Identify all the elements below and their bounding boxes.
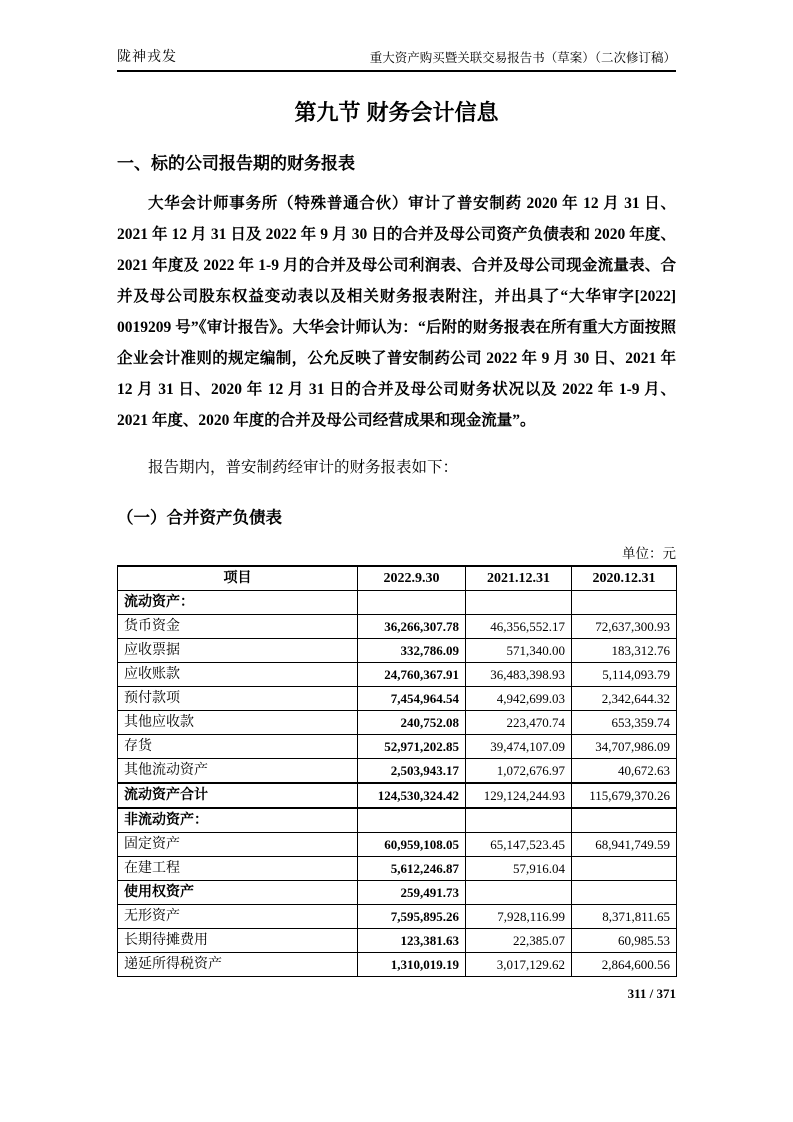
table-row: [118, 663, 677, 687]
cell-value: 60,985.53: [572, 929, 677, 953]
table-row: [118, 735, 677, 759]
table-row: [118, 953, 677, 977]
column-header: 2021.12.31: [466, 566, 572, 591]
row-label: 使用权资产: [118, 881, 358, 905]
cell-value: 5,612,246.87: [358, 857, 466, 881]
table-row: [118, 783, 677, 808]
cell-value: 60,959,108.05: [358, 833, 466, 857]
cell-value: [358, 591, 466, 615]
cell-value: 1,072,676.97: [466, 759, 572, 784]
cell-value: 24,760,367.91: [358, 663, 466, 687]
table-header-row: [118, 566, 677, 591]
table-row: [118, 591, 677, 615]
table-row: [118, 759, 677, 784]
cell-value: 115,679,370.26: [572, 783, 677, 808]
cell-value: 1,310,019.19: [358, 953, 466, 977]
row-label: 其他应收款: [118, 711, 358, 735]
cell-value: 7,595,895.26: [358, 905, 466, 929]
chapter-title: 第九节 财务会计信息: [294, 100, 499, 125]
row-label: 固定资产: [118, 833, 358, 857]
audit-opinion-paragraph: 大华会计师事务所（特殊普通合伙）审计了普安制药 2020 年 12 月 31 日、2021 年 12 月 31 日及 2022 年 9 月 30 日的合并及母公司资产负债表和 2020 年度、2021 年度及 2022 年 1-9 月的合并及母公司利润表、合并及母公司现金流量表、合并及母公司股东权益变动表以及相关财务报表附注，并出具了“大华审字[2022] 0019209 号”《审计报告》。大华会计师认为：“后附的财务报表在所有重大方面按照企业会计准则的规定编制，公允反映了普安制药公司 2022 年 9 月 30 日、2021 年 12 月 31 日、2020 年 12 月 31 日的合并及母公司财务状况以及 2022 年 1-9 月、2021 年度、2020 年度的合并及母公司经营成果和现金流量”。: [117, 195, 676, 429]
balance-sheet-table: [117, 565, 677, 977]
cell-value: [358, 808, 466, 833]
section-heading: 一、标的公司报告期的财务报表: [117, 154, 355, 173]
cell-value: 39,474,107.09: [466, 735, 572, 759]
cell-value: [572, 591, 677, 615]
column-header: 2022.9.30: [358, 566, 466, 591]
subsection-heading: （一）合并资产负债表: [117, 508, 282, 527]
cell-value: [572, 881, 677, 905]
cell-value: 34,707,986.09: [572, 735, 677, 759]
cell-value: 259,491.73: [358, 881, 466, 905]
row-label: 递延所得税资产: [118, 953, 358, 977]
cell-value: 223,470.74: [466, 711, 572, 735]
cell-value: 36,483,398.93: [466, 663, 572, 687]
cell-value: 7,454,964.54: [358, 687, 466, 711]
row-label: 长期待摊费用: [118, 929, 358, 953]
cell-value: [466, 881, 572, 905]
column-header: 项目: [118, 566, 358, 591]
cell-value: 5,114,093.79: [572, 663, 677, 687]
cell-value: [466, 808, 572, 833]
cell-value: 571,340.00: [466, 639, 572, 663]
row-label: 无形资产: [118, 905, 358, 929]
cell-value: 2,864,600.56: [572, 953, 677, 977]
cell-value: 123,381.63: [358, 929, 466, 953]
unit-label: 单位：元: [622, 546, 676, 561]
cell-value: 22,385.07: [466, 929, 572, 953]
header-company-name: 陇神戎发: [117, 50, 177, 65]
row-label: 存货: [118, 735, 358, 759]
cell-value: 72,637,300.93: [572, 615, 677, 639]
header-document-title: 重大资产购买暨关联交易报告书（草案）（二次修订稿）: [369, 51, 676, 65]
cell-value: 52,971,202.85: [358, 735, 466, 759]
cell-value: 2,503,943.17: [358, 759, 466, 784]
cell-value: 653,359.74: [572, 711, 677, 735]
table-row: [118, 615, 677, 639]
table-row: [118, 857, 677, 881]
cell-value: 332,786.09: [358, 639, 466, 663]
table-row: [118, 687, 677, 711]
cell-value: 57,916.04: [466, 857, 572, 881]
cell-value: 46,356,552.17: [466, 615, 572, 639]
cell-value: 40,672.63: [572, 759, 677, 784]
cell-value: 4,942,699.03: [466, 687, 572, 711]
table-row: [118, 881, 677, 905]
cell-value: 65,147,523.45: [466, 833, 572, 857]
cell-value: [466, 591, 572, 615]
page-number: 311 / 371: [627, 986, 676, 1001]
cell-value: 124,530,324.42: [358, 783, 466, 808]
table-row: [118, 905, 677, 929]
table-row: [118, 639, 677, 663]
cell-value: 129,124,244.93: [466, 783, 572, 808]
table-row: [118, 833, 677, 857]
cell-value: 183,312.76: [572, 639, 677, 663]
cell-value: 240,752.08: [358, 711, 466, 735]
cell-value: 7,928,116.99: [466, 905, 572, 929]
column-header: 2020.12.31: [572, 566, 677, 591]
table-row: [118, 929, 677, 953]
cell-value: 2,342,644.32: [572, 687, 677, 711]
row-label: 应收账款: [118, 663, 358, 687]
cell-value: 36,266,307.78: [358, 615, 466, 639]
row-label: 非流动资产：: [118, 808, 358, 833]
row-label: 货币资金: [118, 615, 358, 639]
table-row: [118, 808, 677, 833]
cell-value: 8,371,811.65: [572, 905, 677, 929]
row-label: 预付款项: [118, 687, 358, 711]
cell-value: 68,941,749.59: [572, 833, 677, 857]
row-label: 应收票据: [118, 639, 358, 663]
row-label: 流动资产：: [118, 591, 358, 615]
row-label: 其他流动资产: [118, 759, 358, 784]
balance-sheet-body: [118, 591, 677, 977]
intro-paragraph: 报告期内，普安制药经审计的财务报表如下：: [148, 459, 459, 476]
cell-value: [572, 808, 677, 833]
row-label: 流动资产合计: [118, 783, 358, 808]
table-row: [118, 711, 677, 735]
page-header: [117, 46, 676, 72]
row-label: 在建工程: [118, 857, 358, 881]
cell-value: [572, 857, 677, 881]
cell-value: 3,017,129.62: [466, 953, 572, 977]
